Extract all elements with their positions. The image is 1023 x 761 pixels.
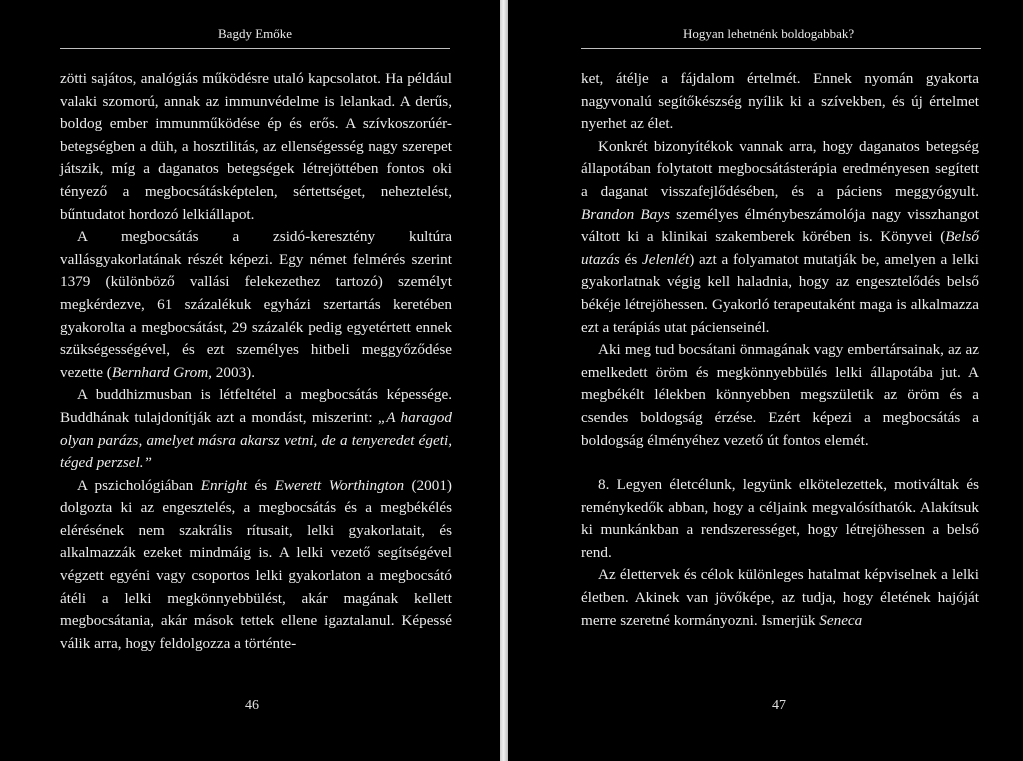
right-p2-start: Konkrét bizonyítékok vannak arra, hogy daganatos betegség állapotában folytatott megbocsátásterápia eredményesen segített a daganat visszafejlődésében, és a páciens meggyógyult. bbox=[581, 137, 979, 200]
right-p2-book-2: Jelenlét bbox=[642, 250, 690, 268]
right-paragraph-1: ket, átélje a fájdalom értelmét. Ennek nyomán gyakorta nagyvonalú segítőkészség nyílik ki a szívekben, és új értelmet nyerhet az élet. bbox=[581, 70, 979, 133]
left-paragraph-1: zötti sajátos, analógiás működésre utaló kapcsolatot. Ha például valaki szomorú, annak az immunvédelme is lelankad. A derűs, boldog ember immunműködése ép és erős. A szívkoszorúér-betegségben a düh, a hosztilitás, az ellenségesség nagy szerepet játszik, míg a daganatos betegségek létrejöttében fontos oki tényező a megbocsátásképtelen, sértettséget, neheztelést, bűntudatot hordozó lelkiállapot. bbox=[60, 70, 452, 223]
book-gutter bbox=[500, 0, 508, 761]
left-page bbox=[0, 0, 500, 761]
right-paragraph-4 bbox=[581, 474, 979, 564]
right-page bbox=[508, 0, 1023, 761]
left-paragraph-3 bbox=[60, 384, 452, 474]
left-p2-year: 2003). bbox=[211, 363, 256, 381]
right-paragraph-3: Aki meg tud bocsátani önmagának vagy embertársainak, az az emelkedett öröm és megkönnyebbülés lelki állapotába jut. A megbékélt lélekben könnyebben megszületik az öröm és a csendes boldogság érzése. Ezért képezi a megbocsátás a boldogság élményéhez vezető út fontos elemét. bbox=[581, 341, 979, 449]
left-header-rule bbox=[60, 48, 450, 49]
right-paragraph-2 bbox=[581, 136, 979, 339]
left-p4-rest: (2001) dolgozta ki az engesztelés, a megbocsátás és a megbékélés elérésének nem szakrális rítusait, lelki gyakorlatait, és alkalmazzák ezeket mindmáig is. A lelki vezető segítségével végzett egyéni vagy csoportos lelki gyakorlaton a megbocsátó átéli a lelki megkönnyebbülést, akár magának kellett megbocsátania, akár mások tettek ellene igaztalanul. Képessé válik arra, hogy feldolgozza a történte- bbox=[60, 476, 452, 652]
left-p3-text: A buddhizmusban is létfeltétel a megbocsátás képessége. Buddhának tulajdonítják azt a mondást, miszerint: bbox=[60, 386, 452, 426]
right-p2-and: és bbox=[619, 250, 642, 268]
left-body-text bbox=[60, 68, 452, 655]
right-p5-start: Az élettervek és célok különleges hatalmat képviselnek a lelki életben. Akinek van jövőképe, az tudja, hogy életének hajóját merre szeretné kormányozni. Ismerjük bbox=[581, 566, 979, 629]
right-p5-name: Seneca bbox=[819, 611, 863, 629]
right-page-number: 47 bbox=[772, 698, 786, 713]
left-p4-start: A pszichológiában bbox=[77, 476, 201, 494]
left-running-head: Bagdy Emőke bbox=[218, 26, 293, 41]
right-p2-book-1: Belső utazás bbox=[581, 228, 979, 268]
left-p4-author-1: Enright bbox=[200, 476, 248, 494]
section-number: 8. bbox=[598, 476, 610, 494]
right-paragraph-5 bbox=[581, 564, 979, 632]
left-p4-author-2: Ewerett Worthington bbox=[274, 476, 405, 494]
left-p4-and: és bbox=[247, 476, 275, 494]
right-body-text bbox=[581, 68, 979, 632]
left-page-number: 46 bbox=[245, 698, 259, 713]
left-paragraph-2 bbox=[60, 226, 452, 384]
right-header-rule bbox=[581, 48, 981, 49]
right-running-head: Hogyan lehetnénk boldogabbak? bbox=[683, 26, 855, 41]
right-p2-rest: ) azt a folyamatot mutatják be, amelyen a lelki gyakorlatnak végig kell haladnia, hogy az engesztelődés belső békéje létrejöhessen. Gyakorló terapeutaként maga is alkalmazza ezt a terápiás utat pácienseinél. bbox=[581, 250, 979, 336]
left-p2-text: A megbocsátás a zsidó-keresztény kultúra vallásgyakorlatának részét képezi. Egy német felmérés szerint 1379 (különböző vallási felekezethez tartozó) személyt megkérdezve, 61 százalékuk egyházi szertartás keretében gyakorolta a megbocsátást, 29 százalék pedig egyetértett ennek szükségességével, és ezt személyes hitbeli meggyőződése vezette ( bbox=[60, 228, 452, 381]
right-p2-mid: személyes élménybeszámolója nagy visszhangot váltott ki a klinikai szakemberek körében is. Könyvei ( bbox=[581, 205, 979, 246]
right-p2-author: Brandon Bays bbox=[581, 205, 670, 223]
left-paragraph-4 bbox=[60, 475, 452, 656]
section-gap bbox=[581, 452, 979, 474]
right-p4-text: Legyen életcélunk, legyünk elkötelezettek, motiváltak és reménykedők abban, hogy a céljaink megvalósíthatók. Alakítsuk ki munkánkban a rendszerességet, hogy létrejöhessen a belső rend. bbox=[581, 476, 979, 561]
left-p3-quote: „A haragod olyan parázs, amelyet másra akarsz vetni, de a tenyeredet égeti, téged perzsel.” bbox=[60, 408, 452, 472]
left-p2-citation: Bernhard Grom, bbox=[111, 363, 212, 381]
